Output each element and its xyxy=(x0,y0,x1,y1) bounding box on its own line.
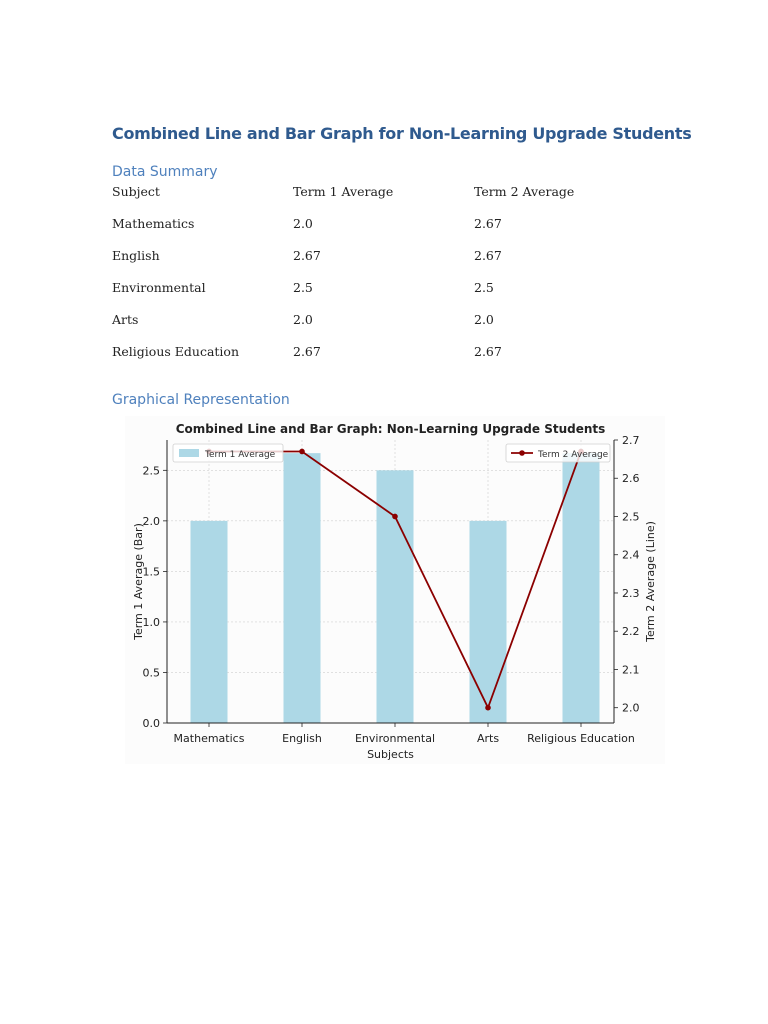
table-cell: 2.67 xyxy=(293,248,321,263)
legend-line-label: Term 2 Average xyxy=(538,450,609,460)
table-cell: Mathematics xyxy=(112,216,195,231)
table-cell: 2.0 xyxy=(293,216,313,231)
table-row xyxy=(112,312,594,344)
data-summary-heading: Data Summary xyxy=(112,164,218,180)
chart-title: Combined Line and Bar Graph: Non-Learning Upgrade Students xyxy=(175,422,606,436)
table-cell: 2.0 xyxy=(474,312,494,327)
bar-term1-4 xyxy=(470,521,507,723)
right-axis-tick-label: 2.1 xyxy=(622,663,640,677)
right-axis-tick-label: 2.0 xyxy=(622,701,640,715)
x-axis-tick-label: Mathematics xyxy=(173,732,245,745)
bar-term1-2 xyxy=(284,453,321,723)
table-row xyxy=(112,248,594,280)
table-cell: 2.67 xyxy=(293,344,321,359)
left-axis-label: Term 1 Average (Bar) xyxy=(132,523,145,640)
line-point-term2-3 xyxy=(392,514,398,520)
legend-bar-swatch xyxy=(179,449,199,457)
data-summary-table xyxy=(112,184,594,376)
table-header-cell: Subject xyxy=(112,184,160,199)
table-cell: 2.67 xyxy=(474,216,502,231)
graphical-representation-heading: Graphical Representation xyxy=(112,392,290,408)
table-row xyxy=(112,280,594,312)
bar-term1-1 xyxy=(191,521,228,723)
combined-chart xyxy=(125,416,665,764)
x-axis-tick-label: Environmental xyxy=(354,732,436,745)
table-cell: English xyxy=(112,248,160,263)
table-header-cell: Term 1 Average xyxy=(293,184,394,199)
table-header-cell: Term 2 Average xyxy=(474,184,575,199)
legend-line-marker xyxy=(519,450,525,456)
table-cell: 2.5 xyxy=(474,280,494,295)
legend-bar-label: Term 1 Average xyxy=(205,450,276,460)
table-cell: 2.67 xyxy=(474,344,502,359)
line-point-term2-2 xyxy=(299,449,305,455)
right-axis-tick-label: 2.7 xyxy=(622,434,640,447)
left-axis-tick-label: 2.5 xyxy=(142,464,160,478)
table-cell: Arts xyxy=(112,312,139,327)
table-cell: 2.5 xyxy=(293,280,313,295)
x-axis-tick-label: Religious Education xyxy=(527,732,635,745)
left-axis-tick-label: 1.5 xyxy=(142,565,160,579)
right-axis-tick-label: 2.3 xyxy=(622,586,640,600)
table-cell: 2.67 xyxy=(474,248,502,263)
bar-term1-5 xyxy=(563,453,600,723)
left-axis-tick-label: 0.0 xyxy=(142,717,160,730)
x-axis-tick-label: Arts xyxy=(476,732,500,745)
table-cell: Environmental xyxy=(112,280,206,295)
right-axis-tick-label: 2.4 xyxy=(622,548,640,562)
document-title: Combined Line and Bar Graph for Non-Learning Upgrade Students xyxy=(112,124,692,143)
line-point-term2-4 xyxy=(485,705,491,711)
table-cell: 2.0 xyxy=(293,312,313,327)
x-axis-label: Subjects xyxy=(367,748,414,761)
table-row xyxy=(112,216,594,248)
left-axis-tick-label: 0.5 xyxy=(142,666,160,680)
table-row xyxy=(112,344,594,376)
chart-svg xyxy=(125,416,665,764)
table-header-row xyxy=(112,184,594,216)
right-axis-label: Term 2 Average (Line) xyxy=(644,521,657,642)
left-axis-tick-label: 1.0 xyxy=(142,615,160,629)
right-axis-tick-label: 2.2 xyxy=(622,625,640,639)
table-cell: Religious Education xyxy=(112,344,239,359)
x-axis-tick-label: English xyxy=(282,732,322,745)
right-axis-tick-label: 2.5 xyxy=(622,510,640,524)
left-axis-tick-label: 2.0 xyxy=(142,514,160,528)
right-axis-tick-label: 2.6 xyxy=(622,472,640,486)
